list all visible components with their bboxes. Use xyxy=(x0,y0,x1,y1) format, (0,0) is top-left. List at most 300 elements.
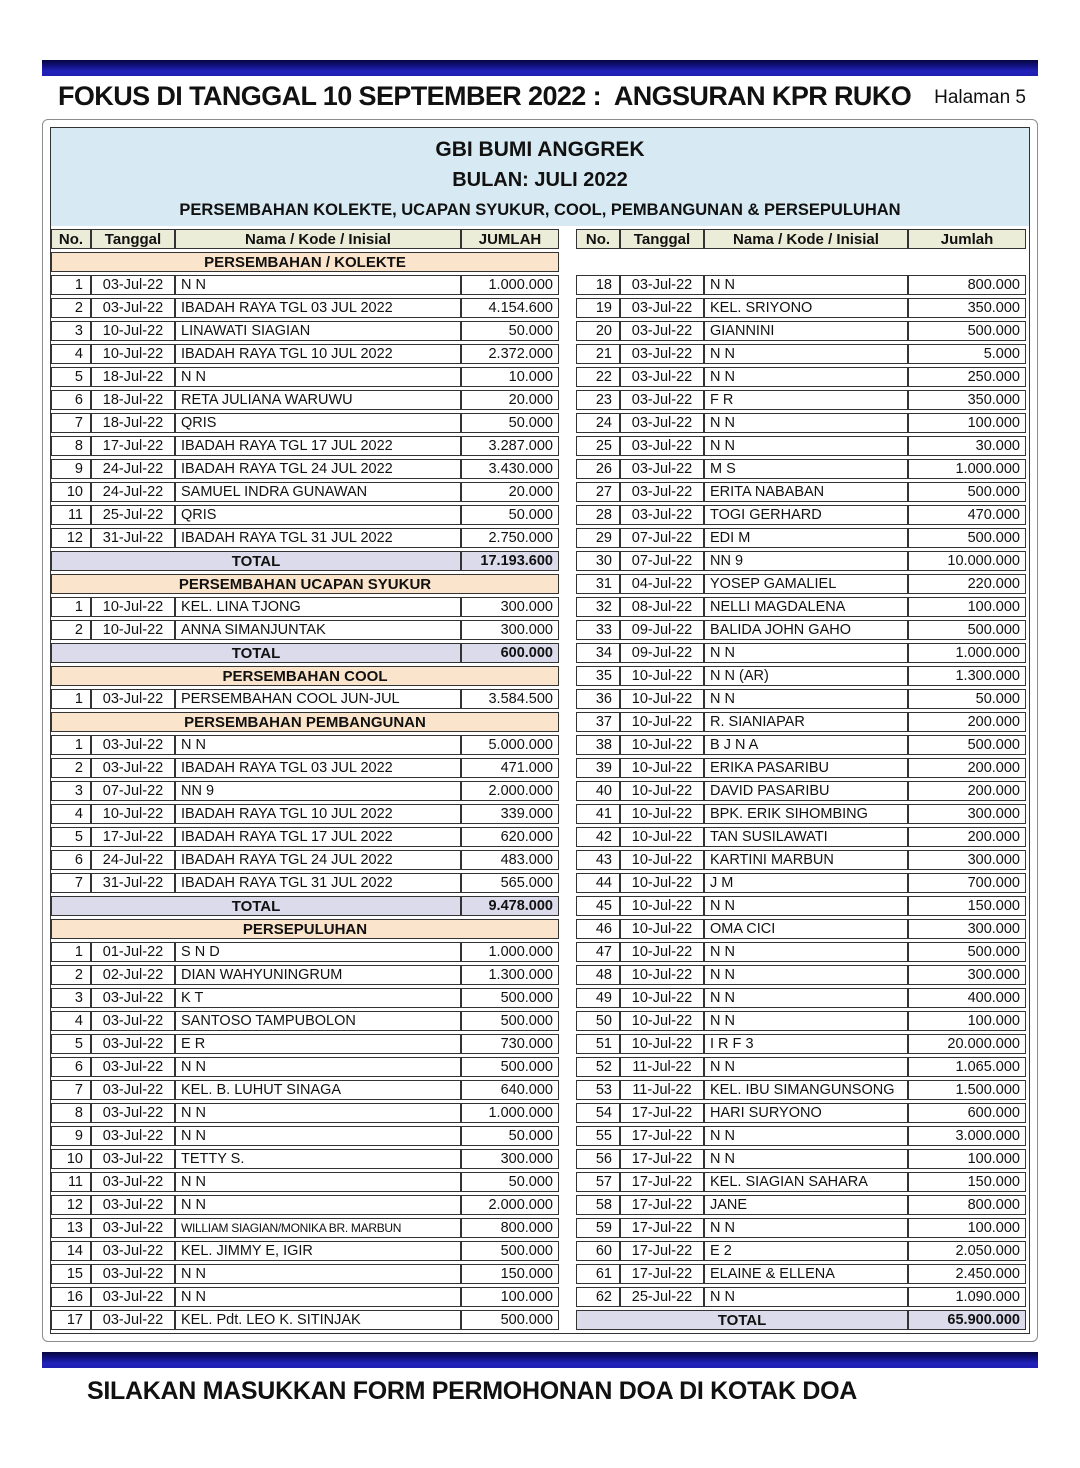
no-cell: 3 xyxy=(51,321,91,341)
name-cell: KEL. SRIYONO xyxy=(704,298,908,318)
data-row xyxy=(51,873,559,893)
amount-cell: 500.000 xyxy=(461,1011,559,1031)
data-row xyxy=(51,436,559,456)
amount-cell: 500.000 xyxy=(908,321,1026,341)
data-row xyxy=(576,574,1026,594)
no-cell: 56 xyxy=(576,1149,620,1169)
no-cell: 60 xyxy=(576,1241,620,1261)
amount-cell: 500.000 xyxy=(461,1057,559,1077)
name-cell: HARI SURYONO xyxy=(704,1103,908,1123)
no-cell: 12 xyxy=(51,528,91,548)
amount-cell: 500.000 xyxy=(908,735,1026,755)
date-cell: 25-Jul-22 xyxy=(620,1287,704,1307)
name-cell: M S xyxy=(704,459,908,479)
data-row xyxy=(51,505,559,525)
amount-cell: 2.372.000 xyxy=(461,344,559,364)
no-cell: 54 xyxy=(576,1103,620,1123)
data-row xyxy=(51,367,559,387)
left-offering-table xyxy=(51,226,559,1333)
amount-cell: 620.000 xyxy=(461,827,559,847)
date-cell: 31-Jul-22 xyxy=(91,873,175,893)
amount-cell: 100.000 xyxy=(908,413,1026,433)
report-title-block xyxy=(51,128,1029,226)
no-cell: 13 xyxy=(51,1218,91,1238)
no-cell: 4 xyxy=(51,1011,91,1031)
data-row xyxy=(576,344,1026,364)
name-cell: TAN SUSILAWATI xyxy=(704,827,908,847)
no-cell: 12 xyxy=(51,1195,91,1215)
date-cell: 17-Jul-22 xyxy=(620,1241,704,1261)
name-cell: N N xyxy=(175,735,461,755)
data-row xyxy=(576,1126,1026,1146)
amount-cell: 4.154.600 xyxy=(461,298,559,318)
date-cell: 10-Jul-22 xyxy=(91,804,175,824)
date-cell: 03-Jul-22 xyxy=(91,758,175,778)
total-row xyxy=(51,643,559,663)
name-cell: I R F 3 xyxy=(704,1034,908,1054)
no-cell: 8 xyxy=(51,436,91,456)
data-row xyxy=(576,482,1026,502)
name-cell: N N (AR) xyxy=(704,666,908,686)
amount-cell: 50.000 xyxy=(461,1126,559,1146)
name-cell: N N xyxy=(704,436,908,456)
column-header-row xyxy=(576,229,1026,249)
no-cell: 1 xyxy=(51,735,91,755)
no-cell: 5 xyxy=(51,1034,91,1054)
no-cell: 1 xyxy=(51,942,91,962)
amount-cell: 150.000 xyxy=(908,896,1026,916)
data-row xyxy=(576,689,1026,709)
date-cell: 18-Jul-22 xyxy=(91,413,175,433)
date-cell: 10-Jul-22 xyxy=(620,666,704,686)
no-cell: 38 xyxy=(576,735,620,755)
amount-cell: 1.000.000 xyxy=(461,942,559,962)
date-cell: 24-Jul-22 xyxy=(91,482,175,502)
no-cell: 21 xyxy=(576,344,620,364)
data-row xyxy=(576,597,1026,617)
data-row xyxy=(576,321,1026,341)
column-header-3: Jumlah xyxy=(908,229,1026,249)
name-cell: N N xyxy=(175,1126,461,1146)
amount-cell: 300.000 xyxy=(461,1149,559,1169)
data-row xyxy=(576,781,1026,801)
date-cell: 03-Jul-22 xyxy=(91,1080,175,1100)
name-cell: KEL. SIAGIAN SAHARA xyxy=(704,1172,908,1192)
amount-cell: 300.000 xyxy=(908,850,1026,870)
data-row xyxy=(51,620,559,640)
data-row xyxy=(51,1149,559,1169)
no-cell: 39 xyxy=(576,758,620,778)
date-cell: 10-Jul-22 xyxy=(620,988,704,1008)
column-header-0: No. xyxy=(576,229,620,249)
data-row xyxy=(576,459,1026,479)
name-cell: N N xyxy=(704,689,908,709)
data-row xyxy=(576,413,1026,433)
date-cell: 03-Jul-22 xyxy=(91,735,175,755)
amount-cell: 1.300.000 xyxy=(461,965,559,985)
data-row xyxy=(51,735,559,755)
data-row xyxy=(576,1034,1026,1054)
name-cell: IBADAH RAYA TGL 03 JUL 2022 xyxy=(175,298,461,318)
data-row xyxy=(576,528,1026,548)
data-row xyxy=(51,804,559,824)
no-cell: 30 xyxy=(576,551,620,571)
data-row xyxy=(51,275,559,295)
data-row xyxy=(576,896,1026,916)
data-row xyxy=(576,298,1026,318)
no-cell: 48 xyxy=(576,965,620,985)
no-cell: 59 xyxy=(576,1218,620,1238)
name-cell: N N xyxy=(704,413,908,433)
amount-cell: 220.000 xyxy=(908,574,1026,594)
blank-row xyxy=(576,252,1026,272)
amount-cell: 100.000 xyxy=(908,597,1026,617)
data-row xyxy=(51,1218,559,1238)
amount-cell: 1.000.000 xyxy=(461,1103,559,1123)
name-cell: N N xyxy=(704,942,908,962)
report-subtitle: PERSEMBAHAN KOLEKTE, UCAPAN SYUKUR, COOL, PEMBANGUNAN & PERSEPULUHAN xyxy=(179,201,901,219)
name-cell: N N xyxy=(704,344,908,364)
no-cell: 52 xyxy=(576,1057,620,1077)
no-cell: 50 xyxy=(576,1011,620,1031)
data-row xyxy=(51,1287,559,1307)
name-cell: B J N A xyxy=(704,735,908,755)
no-cell: 49 xyxy=(576,988,620,1008)
data-row xyxy=(576,942,1026,962)
name-cell: TOGI GERHARD xyxy=(704,505,908,525)
date-cell: 02-Jul-22 xyxy=(91,965,175,985)
no-cell: 10 xyxy=(51,482,91,502)
data-row xyxy=(51,321,559,341)
name-cell: K T xyxy=(175,988,461,1008)
date-cell: 10-Jul-22 xyxy=(620,873,704,893)
amount-cell: 350.000 xyxy=(908,298,1026,318)
data-row xyxy=(51,988,559,1008)
amount-cell: 5.000 xyxy=(908,344,1026,364)
data-row xyxy=(576,275,1026,295)
no-cell: 47 xyxy=(576,942,620,962)
name-cell: IBADAH RAYA TGL 31 JUL 2022 xyxy=(175,873,461,893)
no-cell: 2 xyxy=(51,758,91,778)
no-cell: 6 xyxy=(51,850,91,870)
date-cell: 03-Jul-22 xyxy=(620,298,704,318)
name-cell: N N xyxy=(704,1218,908,1238)
amount-cell: 2.000.000 xyxy=(461,781,559,801)
amount-cell: 700.000 xyxy=(908,873,1026,893)
no-cell: 57 xyxy=(576,1172,620,1192)
date-cell: 17-Jul-22 xyxy=(620,1195,704,1215)
name-cell: N N xyxy=(704,643,908,663)
name-cell: N N xyxy=(175,1172,461,1192)
name-cell: N N xyxy=(704,1011,908,1031)
name-cell: E 2 xyxy=(704,1241,908,1261)
data-row xyxy=(576,919,1026,939)
column-header-2: Nama / Kode / Inisial xyxy=(704,229,908,249)
date-cell: 07-Jul-22 xyxy=(620,551,704,571)
data-row xyxy=(576,505,1026,525)
name-cell: N N xyxy=(175,1264,461,1284)
column-header-2: Nama / Kode / Inisial xyxy=(175,229,461,249)
amount-cell: 350.000 xyxy=(908,390,1026,410)
date-cell: 25-Jul-22 xyxy=(91,505,175,525)
name-cell: N N xyxy=(704,275,908,295)
no-cell: 9 xyxy=(51,459,91,479)
date-cell: 10-Jul-22 xyxy=(620,965,704,985)
name-cell: KEL. IBU SIMANGUNSONG xyxy=(704,1080,908,1100)
no-cell: 4 xyxy=(51,344,91,364)
no-cell: 28 xyxy=(576,505,620,525)
data-row xyxy=(51,827,559,847)
no-cell: 1 xyxy=(51,275,91,295)
amount-cell: 730.000 xyxy=(461,1034,559,1054)
no-cell: 5 xyxy=(51,367,91,387)
name-cell: J M xyxy=(704,873,908,893)
section-label: PERSEPULUHAN xyxy=(51,919,559,939)
amount-cell: 2.450.000 xyxy=(908,1264,1026,1284)
date-cell: 03-Jul-22 xyxy=(620,344,704,364)
data-row xyxy=(576,1057,1026,1077)
amount-cell: 500.000 xyxy=(908,620,1026,640)
total-row xyxy=(51,896,559,916)
total-label: TOTAL xyxy=(576,1310,908,1330)
amount-cell: 1.000.000 xyxy=(461,275,559,295)
date-cell: 24-Jul-22 xyxy=(91,459,175,479)
data-row xyxy=(51,344,559,364)
data-row xyxy=(576,965,1026,985)
data-row xyxy=(51,1195,559,1215)
no-cell: 9 xyxy=(51,1126,91,1146)
date-cell: 10-Jul-22 xyxy=(620,896,704,916)
total-amount: 65.900.000 xyxy=(908,1310,1026,1330)
data-row xyxy=(576,1195,1026,1215)
data-row xyxy=(576,827,1026,847)
name-cell: N N xyxy=(175,1287,461,1307)
name-cell: KEL. B. LUHUT SINAGA xyxy=(175,1080,461,1100)
data-row xyxy=(576,1149,1026,1169)
date-cell: 03-Jul-22 xyxy=(91,689,175,709)
amount-cell: 470.000 xyxy=(908,505,1026,525)
amount-cell: 10.000 xyxy=(461,367,559,387)
no-cell: 55 xyxy=(576,1126,620,1146)
name-cell: IBADAH RAYA TGL 17 JUL 2022 xyxy=(175,827,461,847)
date-cell: 09-Jul-22 xyxy=(620,643,704,663)
name-cell: N N xyxy=(175,1057,461,1077)
date-cell: 03-Jul-22 xyxy=(91,298,175,318)
amount-cell: 300.000 xyxy=(908,804,1026,824)
name-cell: ANNA SIMANJUNTAK xyxy=(175,620,461,640)
name-cell: IBADAH RAYA TGL 24 JUL 2022 xyxy=(175,850,461,870)
amount-cell: 1.065.000 xyxy=(908,1057,1026,1077)
date-cell: 10-Jul-22 xyxy=(620,804,704,824)
no-cell: 25 xyxy=(576,436,620,456)
name-cell: PERSEMBAHAN COOL JUN-JUL xyxy=(175,689,461,709)
amount-cell: 250.000 xyxy=(908,367,1026,387)
data-row xyxy=(51,1057,559,1077)
no-cell: 1 xyxy=(51,689,91,709)
date-cell: 03-Jul-22 xyxy=(91,1310,175,1330)
name-cell: KEL. JIMMY E, IGIR xyxy=(175,1241,461,1261)
data-row xyxy=(576,643,1026,663)
no-cell: 15 xyxy=(51,1264,91,1284)
date-cell: 18-Jul-22 xyxy=(91,390,175,410)
date-cell: 10-Jul-22 xyxy=(91,597,175,617)
data-row xyxy=(576,551,1026,571)
section-row xyxy=(51,712,559,732)
date-cell: 18-Jul-22 xyxy=(91,367,175,387)
no-cell: 18 xyxy=(576,275,620,295)
date-cell: 10-Jul-22 xyxy=(91,321,175,341)
amount-cell: 565.000 xyxy=(461,873,559,893)
date-cell: 08-Jul-22 xyxy=(620,597,704,617)
no-cell: 3 xyxy=(51,781,91,801)
amount-cell: 500.000 xyxy=(908,942,1026,962)
date-cell: 10-Jul-22 xyxy=(620,781,704,801)
data-row xyxy=(576,804,1026,824)
name-cell: IBADAH RAYA TGL 31 JUL 2022 xyxy=(175,528,461,548)
page-header xyxy=(42,76,1038,119)
date-cell: 10-Jul-22 xyxy=(620,850,704,870)
no-cell: 61 xyxy=(576,1264,620,1284)
amount-cell: 400.000 xyxy=(908,988,1026,1008)
column-header-row xyxy=(51,229,559,249)
amount-cell: 800.000 xyxy=(908,1195,1026,1215)
data-row xyxy=(51,781,559,801)
name-cell: NELLI MAGDALENA xyxy=(704,597,908,617)
section-label: PERSEMBAHAN / KOLEKTE xyxy=(51,252,559,272)
date-cell: 03-Jul-22 xyxy=(620,390,704,410)
amount-cell: 1.090.000 xyxy=(908,1287,1026,1307)
no-cell: 35 xyxy=(576,666,620,686)
data-row xyxy=(51,413,559,433)
name-cell: E R xyxy=(175,1034,461,1054)
data-row xyxy=(51,850,559,870)
section-row xyxy=(51,574,559,594)
date-cell: 17-Jul-22 xyxy=(620,1126,704,1146)
data-row xyxy=(576,1103,1026,1123)
no-cell: 5 xyxy=(51,827,91,847)
name-cell: BPK. ERIK SIHOMBING xyxy=(704,804,908,824)
church-name: GBI BUMI ANGGREK xyxy=(435,138,645,161)
date-cell: 17-Jul-22 xyxy=(620,1264,704,1284)
date-cell: 10-Jul-22 xyxy=(620,689,704,709)
data-row xyxy=(576,758,1026,778)
no-cell: 4 xyxy=(51,804,91,824)
name-cell: BALIDA JOHN GAHO xyxy=(704,620,908,640)
right-offering-table xyxy=(576,226,1026,1333)
no-cell: 7 xyxy=(51,413,91,433)
amount-cell: 483.000 xyxy=(461,850,559,870)
data-row xyxy=(576,1011,1026,1031)
no-cell: 26 xyxy=(576,459,620,479)
data-row xyxy=(51,689,559,709)
date-cell: 10-Jul-22 xyxy=(620,942,704,962)
date-cell: 17-Jul-22 xyxy=(91,827,175,847)
amount-cell: 1.500.000 xyxy=(908,1080,1026,1100)
name-cell: QRIS xyxy=(175,413,461,433)
bottom-divider-bar xyxy=(42,1352,1038,1368)
date-cell: 17-Jul-22 xyxy=(620,1149,704,1169)
name-cell: GIANNINI xyxy=(704,321,908,341)
date-cell: 03-Jul-22 xyxy=(91,1195,175,1215)
name-cell: IBADAH RAYA TGL 24 JUL 2022 xyxy=(175,459,461,479)
amount-cell: 20.000 xyxy=(461,390,559,410)
date-cell: 03-Jul-22 xyxy=(91,1057,175,1077)
data-row xyxy=(51,1310,559,1330)
total-amount: 17.193.600 xyxy=(461,551,559,571)
name-cell: N N xyxy=(175,1195,461,1215)
date-cell: 03-Jul-22 xyxy=(91,1241,175,1261)
data-row xyxy=(576,873,1026,893)
no-cell: 32 xyxy=(576,597,620,617)
name-cell: F R xyxy=(704,390,908,410)
amount-cell: 5.000.000 xyxy=(461,735,559,755)
name-cell: ELAINE & ELLENA xyxy=(704,1264,908,1284)
no-cell: 11 xyxy=(51,505,91,525)
name-cell: IBADAH RAYA TGL 17 JUL 2022 xyxy=(175,436,461,456)
amount-cell: 2.000.000 xyxy=(461,1195,559,1215)
column-header-0: No. xyxy=(51,229,91,249)
date-cell: 11-Jul-22 xyxy=(620,1057,704,1077)
data-row xyxy=(576,1241,1026,1261)
amount-cell: 500.000 xyxy=(461,1241,559,1261)
name-cell: N N xyxy=(704,1126,908,1146)
date-cell: 10-Jul-22 xyxy=(620,1034,704,1054)
amount-cell: 300.000 xyxy=(461,620,559,640)
data-row xyxy=(51,528,559,548)
offering-tables xyxy=(51,226,1029,1333)
amount-cell: 100.000 xyxy=(908,1149,1026,1169)
no-cell: 6 xyxy=(51,1057,91,1077)
name-cell: ERIKA PASARIBU xyxy=(704,758,908,778)
name-cell: R. SIANIAPAR xyxy=(704,712,908,732)
amount-cell: 300.000 xyxy=(461,597,559,617)
name-cell: DAVID PASARIBU xyxy=(704,781,908,801)
name-cell: IBADAH RAYA TGL 03 JUL 2022 xyxy=(175,758,461,778)
data-row xyxy=(51,1241,559,1261)
name-cell: ERITA NABABAN xyxy=(704,482,908,502)
data-row xyxy=(51,1103,559,1123)
name-cell: S N D xyxy=(175,942,461,962)
data-row xyxy=(51,1011,559,1031)
no-cell: 24 xyxy=(576,413,620,433)
amount-cell: 50.000 xyxy=(461,321,559,341)
date-cell: 17-Jul-22 xyxy=(620,1218,704,1238)
name-cell: N N xyxy=(175,1103,461,1123)
date-cell: 10-Jul-22 xyxy=(91,620,175,640)
name-cell: WILLIAM SIAGIAN/MONIKA BR. MARBUN xyxy=(175,1218,461,1238)
amount-cell: 1.000.000 xyxy=(908,459,1026,479)
no-cell: 1 xyxy=(51,597,91,617)
data-row xyxy=(51,1264,559,1284)
amount-cell: 100.000 xyxy=(908,1011,1026,1031)
amount-cell: 800.000 xyxy=(908,275,1026,295)
name-cell: N N xyxy=(704,965,908,985)
amount-cell: 2.050.000 xyxy=(908,1241,1026,1261)
no-cell: 2 xyxy=(51,965,91,985)
name-cell: NN 9 xyxy=(175,781,461,801)
amount-cell: 50.000 xyxy=(461,1172,559,1192)
amount-cell: 50.000 xyxy=(461,505,559,525)
name-cell: OMA CICI xyxy=(704,919,908,939)
no-cell: 33 xyxy=(576,620,620,640)
date-cell: 10-Jul-22 xyxy=(620,712,704,732)
date-cell: 03-Jul-22 xyxy=(91,1218,175,1238)
no-cell: 62 xyxy=(576,1287,620,1307)
amount-cell: 500.000 xyxy=(461,988,559,1008)
name-cell: DIAN WAHYUNINGRUM xyxy=(175,965,461,985)
section-row xyxy=(51,252,559,272)
name-cell: SANTOSO TAMPUBOLON xyxy=(175,1011,461,1031)
